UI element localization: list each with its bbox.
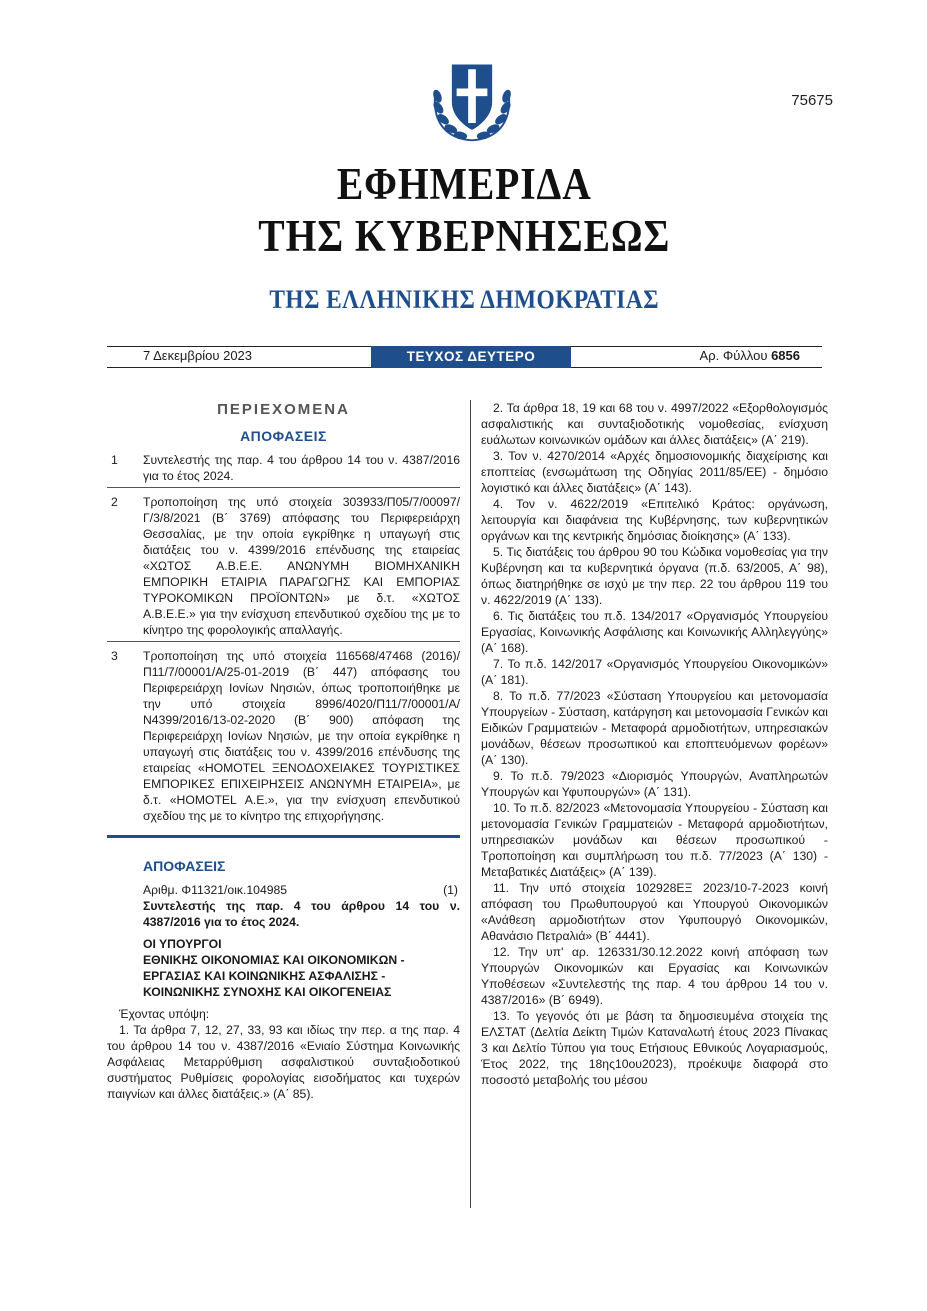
right-column: [481, 400, 828, 1088]
column-divider: [470, 400, 471, 1208]
ministers-line: ΟΙ ΥΠΟΥΡΓΟΙ: [143, 937, 222, 951]
toc-item-text: Συντελεστής της παρ. 4 του άρθρου 14 του ν. 4387/2016 για το έτος 2024.: [143, 453, 460, 483]
ministers-line: ΕΘΝΙΚΗΣ ΟΙΚΟΝΟΜΙΑΣ ΚΑΙ ΟΙΚΟΝΟΜΙΚΩΝ -: [143, 953, 405, 967]
decision-paragraph: 10. Το π.δ. 82/2023 «Μετονομασία Υπουργείου - Σύσταση και μετονομασία Γενικών Γραμματειών - Μεταφορά αρμοδιοτήτων, υπηρεσιακών μονάδων και θέσεων προσωπικού - Τροποποίηση και συμπλήρωση του π.δ. 77/2023 (Α΄ 130) - Μεταβατικές Διατάξεις» (Α΄ 139).: [481, 801, 828, 879]
decision-paragraph: 3. Τον ν. 4270/2014 «Αρχές δημοσιονομικής διαχείρισης και εποπτείας (ενσωμάτωση της Οδηγίας 2011/85/ΕΕ) - δημόσιο λογιστικό και άλλες διατάξεις» (Α΄ 143).: [481, 449, 828, 495]
decision-subject: Συντελεστής της παρ. 4 του άρθρου 14 του ν. 4387/2016 για το έτος 2024.: [143, 899, 460, 929]
decision-paragraph: 9. Το π.δ. 79/2023 «Διορισμός Υπουργών, Αναπληρωτών Υπουργών και Υφυπουργών» (Α΄ 131).: [481, 769, 828, 799]
having-regard-label: Έχοντας υπόψη:: [119, 1007, 210, 1021]
section-divider: [107, 835, 460, 838]
toc-item-text: Τροποποίηση της υπό στοιχεία 303933/Π05/7/00097/Γ/3/8/2021 (Β΄ 3769) απόφασης του Περιφερειάρχη Θεσσαλίας, με την οποία εγκρίθηκε η υπαγωγή στις διατάξεις του ν. 4399/2016 επένδυσης της εταιρείας «ΧΩΤΟΣ Α.Β.Ε.Ε. ΑΝΩΝΥΜΗ ΒΙΟΜΗΧΑΝΙΚΗ ΕΜΠΟΡΙΚΗ ΕΤΑΙΡΙΑ ΠΑΡΑΓΩΓΗΣ ΚΑΙ ΕΜΠΟΡΙΑΣ ΤΥΡΟΚΟΜΙΚΩΝ ΠΡΟΪΟΝΤΩΝ» με δ.τ. «ΧΩΤΟΣ Α.Β.Ε.Ε.» για την ενίσχυση επενδυτικού σχεδίου της με το κίνητρο της φορολογικής απαλλαγής.: [143, 495, 460, 637]
decision-paragraph: 11. Την υπό στοιχεία 102928ΕΞ 2023/10-7-2023 κοινή απόφαση του Πρωθυπουργού και Υπουργού Οικονομικών «Ανάθεση αρμοδιοτήτων στον Υφυπουργό Οικονομικών, Αθανάσιο Πετραλιά» (Β΄ 4441).: [481, 881, 828, 943]
decision-reference: [143, 882, 458, 898]
gazette-title-line-1: ΕΦΗΜΕΡΙΔΑ: [336, 159, 592, 209]
gazette-subtitle: ΤΗΣ ΕΛΛΗΝΙΚΗΣ ΔΗΜΟΚΡΑΤΙΑΣ: [269, 285, 659, 314]
decision-reference-index: (1): [443, 883, 458, 897]
toc-item[interactable]: [107, 450, 460, 488]
decision-reference-number: Αριθμ. Φ11321/οικ.104985: [143, 883, 288, 897]
decision-paragraph: 12. Την υπ' αρ. 126331/30.12.2022 κοινή απόφαση των Υπουργών Οικονομικών και Εργασίας και Κοινωνικών Υποθέσεων «Συντελεστής της παρ. 4 του άρθρου 14 του ν. 4387/2016» (Β΄ 6949).: [481, 945, 828, 1007]
decision-paragraph: 7. Το π.δ. 142/2017 «Οργανισμός Υπουργείου Οικονομικών» (Α΄ 181).: [481, 657, 828, 687]
contents-decisions-heading: ΑΠΟΦΑΣΕΙΣ: [240, 428, 327, 444]
gazette-title-line-2: ΤΗΣ ΚΥΒΕΡΝΗΣΕΩΣ: [258, 211, 671, 261]
toc-item-text: Τροποποίηση της υπό στοιχεία 116568/47468 (2016)/Π11/7/00001/Α/25-01-2019 (Β΄ 447) απόφασης του Περιφερειάρχη Ιονίων Νησιών, όπως τροποποιήθηκε με την υπό στοιχεία 8996/4020/Π11/7/00001/Α/Ν4399/2016/13-02-2020 (Β΄ 900) απόφαση της Περιφερειάρχη Ιονίων Νησιών, με την οποία εγκρίθηκε η υπαγωγή στις διατάξεις του ν. 4399/2016 επένδυσης της εταιρείας «HOMOTEL ΞΕΝΟΔΟΧΕΙΑΚΕΣ ΤΟΥΡΙΣΤΙΚΕΣ ΕΜΠΟΡΙΚΕΣ ΕΠΙΧΕΙΡΗΣΕΙΣ ΑΝΩΝΥΜΗ ΕΤΑΙΡΕΙΑ», με δ.τ. «HOMOTEL Α.Ε.», για την ενίσχυση επενδυτικού σχεδίου της με το κίνητρο της επιχορήγησης.: [143, 649, 460, 823]
decision-paragraph: 5. Τις διατάξεις του άρθρου 90 του Κώδικα νομοθεσίας για την Κυβέρνηση και τα κυβερνητικά όργανα (π.δ. 63/2005, Α΄ 98), όπως διατηρήθηκε σε ισχύ με την περ. 22 του άρθρου 119 του ν. 4622/2019 (Α΄ 133).: [481, 545, 828, 607]
decision-paragraph: 8. Το π.δ. 77/2023 «Σύσταση Υπουργείου και μετονομασία Υπουργείων - Σύσταση, κατάργηση και μετονομασία Γενικών και Ειδικών Γραμματειών - Μεταφορά αρμοδιοτήτων, υπηρεσιακών μονάδων, θέσεων προσωπικού και εποπτευόμενων φορέων» (Α΄ 130).: [481, 689, 828, 767]
contents-heading: ΠΕΡΙΕΧΟΜΕΝΑ: [217, 401, 350, 418]
issue-date: 7 Δεκεμβρίου 2023: [143, 348, 253, 363]
decision-paragraph: 1. Τα άρθρα 7, 12, 27, 33, 93 και ιδίως την περ. α της παρ. 4 του άρθρου 14 του ν. 4387/2016 «Ενιαίο Σύστημα Κοινωνικής Ασφάλειας Μεταρρύθμιση ασφαλιστικού συνταξιοδοτικού συστήματος Ρυθμίσεις φορολογίας εισοδήματος και τυχερών παιγνίων και άλλες διατάξεις.» (Α΄ 85).: [107, 1023, 460, 1101]
toc-item[interactable]: [107, 646, 460, 827]
page-number: 75675: [791, 92, 833, 109]
decision-paragraph: 2. Τα άρθρα 18, 19 και 68 του ν. 4997/2022 «Εξορθολογισμός ασφαλιστικής και συνταξιοδοτικής νομοθεσίας, ενίσχυση ευάλωτων κοινωνικών ομάδων και άλλες διατάξεις» (Α΄ 219).: [481, 401, 828, 447]
sheet-number-value: 6856: [771, 348, 800, 363]
decision-paragraph: 13. Το γεγονός ότι με βάση τα δημοσιευμένα στοιχεία της ΕΛΣΤΑΤ (Δελτία Δείκτη Τιμών Καταναλωτή έτους 2023 Πίνακας 3 και Δελτίο Τύπου για τους Ετήσιους Εθνικούς Λογαριασμούς, Έτος 2022, της 18ης10ου2023), προέκυψε διαφορά στο ποσοστό μεταβολής του μέσου: [481, 1009, 828, 1087]
toc-item-number: 1: [111, 453, 118, 467]
toc-item-number: 2: [111, 495, 118, 509]
greek-coat-of-arms-emblem: [424, 52, 520, 148]
decision-paragraph: 6. Τις διατάξεις του π.δ. 134/2017 «Οργανισμός Υπουργείου Εργασίας, Κοινωνικής Ασφάλισης και Κοινωνικής Αλληλεγγύης» (Α΄ 168).: [481, 609, 828, 655]
decisions-section-heading: ΑΠΟΦΑΣΕΙΣ: [143, 858, 226, 874]
toc-item-number: 3: [111, 649, 118, 663]
decision-paragraph: 4. Τον ν. 4622/2019 «Επιτελικό Κράτος: οργάνωση, λειτουργία και διαφάνεια της Κυβέρνησης, των κυβερνητικών οργάνων και της κεντρικής δημόσιας διοίκησης» (Α΄ 133).: [481, 497, 828, 543]
sheet-number: [700, 348, 800, 363]
issue-series-badge: ΤΕΥΧΟΣ ΔΕΥΤΕΡΟ: [371, 346, 571, 368]
left-column: [107, 400, 460, 1102]
ministers-line: ΕΡΓΑΣΙΑΣ ΚΑΙ ΚΟΙΝΩΝΙΚΗΣ ΑΣΦΑΛΙΣΗΣ -: [143, 969, 386, 983]
sheet-label: Αρ. Φύλλου: [699, 348, 768, 363]
issue-info-bar: [107, 346, 822, 368]
ministers-heading: [143, 936, 460, 1000]
toc-item[interactable]: [107, 492, 460, 642]
ministers-line: ΚΟΙΝΩΝΙΚΗΣ ΣΥΝΟΧΗΣ ΚΑΙ ΟΙΚΟΓΕΝΕΙΑΣ: [143, 985, 392, 999]
